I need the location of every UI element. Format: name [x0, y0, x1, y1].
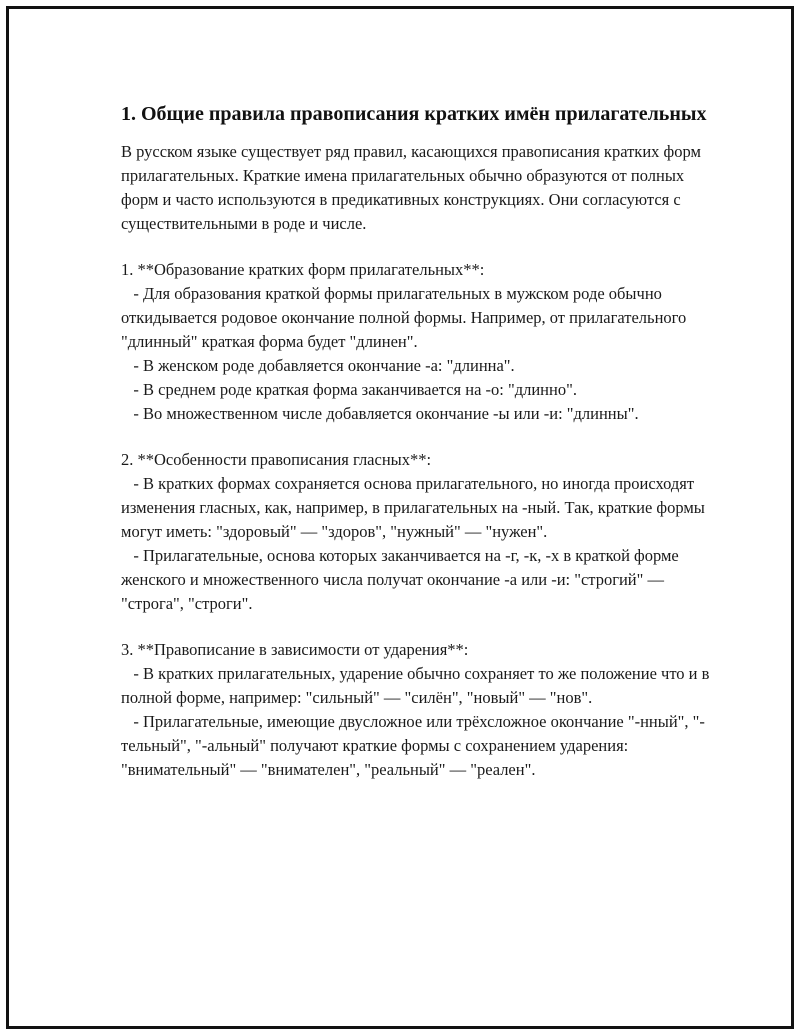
rule-section-title: 3. **Правописание в зависимости от ударения**:: [121, 640, 469, 659]
rule-item-text: - Для образования краткой формы прилагательных в мужском роде обычно откидывается родовое окончание полной формы. Например, от прилагательного "длинный" краткая форма будет "длинен".: [121, 284, 687, 351]
rule-item: [121, 710, 711, 782]
rule-section-1: [121, 258, 711, 426]
rule-section-2: [121, 448, 711, 616]
rule-item: [121, 282, 711, 354]
rule-item-text: - В женском роде добавляется окончание -а: "длинна".: [133, 356, 515, 375]
rule-item: [121, 402, 711, 426]
rule-item: [121, 378, 711, 402]
section-heading: 1. Общие правила правописания кратких имён прилагательных: [121, 103, 707, 125]
rule-item: [121, 472, 711, 544]
rule-item-text: - Во множественном числе добавляется окончание -ы или -и: "длинны".: [133, 404, 639, 423]
intro-paragraph: В русском языке существует ряд правил, касающихся правописания кратких форм прилагательных. Краткие имена прилагательных обычно образуются от полных форм и часто используются в предикативных конструкциях. Они согласуются с существительными в роде и числе.: [121, 142, 701, 233]
rule-item-text: - В кратких формах сохраняется основа прилагательного, но иногда происходят изменения гласных, как, например, в прилагательных на -ный. Так, краткие формы могут иметь: "здоровый" — "здоров", "нужный" — "нужен".: [121, 474, 705, 541]
rule-section-title: 1. **Образование кратких форм прилагательных**:: [121, 260, 485, 279]
rule-item-text: - Прилагательные, имеющие двусложное или трёхсложное окончание "-нный", "-тельный", "-альный" получают краткие формы с сохранением ударения: "внимательный" — "внимателен", "реальный" — "реален".: [121, 712, 705, 779]
rule-item: [121, 662, 711, 710]
document-body: [121, 101, 711, 804]
rule-item-text: - В кратких прилагательных, ударение обычно сохраняет то же положение что и в полной форме, например: "сильный" — "силён", "новый" — "нов".: [121, 664, 710, 707]
rule-item-text: - Прилагательные, основа которых заканчивается на -г, -к, -х в краткой форме женского и множественного числа получат окончание -а или -и: "строгий" — "строга", "строги".: [121, 546, 679, 613]
rule-section-3: [121, 638, 711, 782]
rule-section-title: 2. **Особенности правописания гласных**:: [121, 450, 432, 469]
rule-item: [121, 354, 711, 378]
page-frame: [6, 6, 794, 1029]
rule-item-text: - В среднем роде краткая форма заканчивается на -о: "длинно".: [133, 380, 577, 399]
rule-item: [121, 544, 711, 616]
